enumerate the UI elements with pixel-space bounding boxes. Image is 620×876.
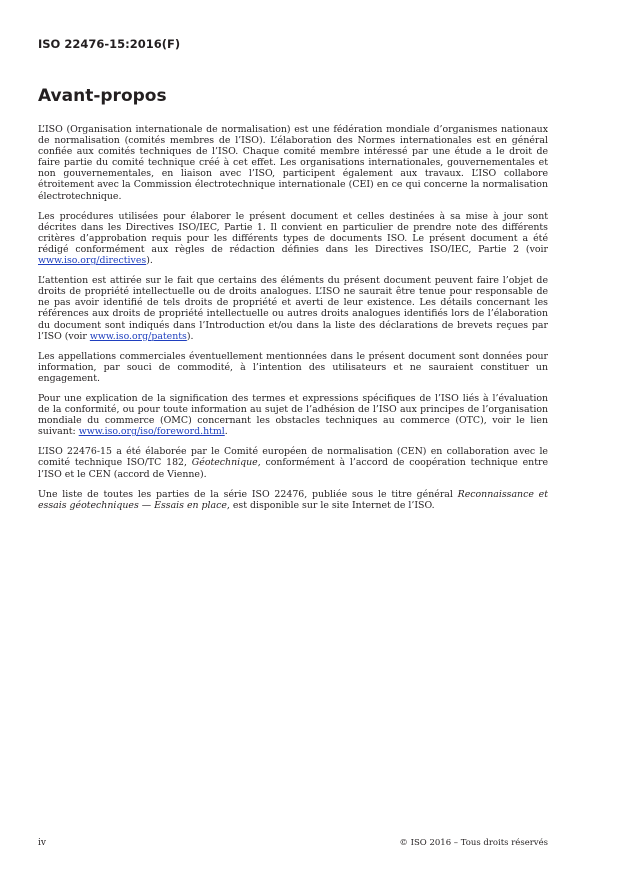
- paragraph-4: Les appellations commerciales éventuellement mentionnées dans le présent document sont données pour information, par souci de commodité, à l’intention des utilisateurs et ne sauraient constituer un engagement.: [38, 350, 548, 384]
- paragraph-2: [38, 211, 548, 266]
- copyright-notice: © ISO 2016 – Tous droits réservés: [399, 838, 548, 848]
- paragraph-7-b: , est disponible sur le site Internet de l’ISO.: [226, 499, 435, 511]
- foreword-body: [38, 124, 548, 520]
- paragraph-1: L’ISO (Organisation internationale de normalisation) est une fédération mondiale d’organismes nationaux de normalisation (comités membres de l’ISO). L’élaboration des Normes internationales est en général confiée aux comités techniques de l’ISO. Chaque comité membre intéressé par une étude a le droit de faire partie du comité technique créé à cet effet. Les organisations internationales, gouvernementales et non gouvernementales, en liaison avec l’ISO, participent également aux travaux. L’ISO collabore étroitement avec la Commission électrotechnique internationale (CEI) en ce qui concerne la normalisation électrotechnique.: [38, 124, 548, 202]
- paragraph-2-end: ).: [146, 255, 153, 267]
- paragraph-2-text: Les procédures utilisées pour élaborer le présent document et celles destinées à sa mise à jour sont décrites dans les Directives ISO/IEC, Partie 1. Il convient en particulier de prendre note des différents critères d’approbation requis pour les différents types de documents ISO. Le présent document a été rédigé conformément aux règles de rédaction définies dans les Directives ISO/IEC, Partie 2 (voir: [38, 210, 548, 255]
- paragraph-3: [38, 275, 548, 342]
- patents-link[interactable]: www.iso.org/patents: [89, 330, 187, 342]
- page-number: iv: [38, 838, 46, 848]
- committee-name: Géotechnique: [191, 457, 258, 469]
- paragraph-6-a: L’ISO 22476-15 a été élaborée par le Comité européen de normalisation (CEN) en collaboration avec le comité technique ISO/TC 182,: [38, 446, 548, 469]
- paragraph-5-text: Pour une explication de la signification des termes et expressions spécifiques de l’ISO liés à l’évaluation de la conformité, ou pour toute information au sujet de l’adhésion de l’ISO aux principes de l’organisation mondiale du commerce (OMC) concernant les obstacles techniques au commerce (OTC), voir le lien suivant:: [38, 392, 548, 438]
- paragraph-7-a: Une liste de toutes les parties de la série ISO 22476, publiée sous le titre général: [38, 488, 458, 500]
- paragraph-7: [38, 489, 548, 511]
- document-page: [38, 0, 548, 876]
- directives-link[interactable]: www.iso.org/directives: [38, 255, 147, 267]
- paragraph-5: [38, 393, 548, 437]
- paragraph-3-end: ).: [186, 330, 194, 342]
- foreword-link[interactable]: www.iso.org/iso/foreword.html: [78, 426, 225, 438]
- paragraph-5-end: .: [224, 426, 228, 438]
- paragraph-3-text: L’attention est attirée sur le fait que certains des éléments du présent document peuvent faire l’objet de droits de propriété intellectuelle ou de droits analogues. L’ISO ne saurait être tenue pour responsable de ne pas avoir identifié de tels droits de propriété et averti de leur existence. Les détails concernant les références aux droits de propriété intellectuelle ou autres droits analogues identifiés lors de l’élaboration du document sont indiqués dans l’Introduction et/ou dans la liste des déclarations de brevets reçues par l’ISO (voir: [38, 275, 548, 342]
- section-title: Avant-propos: [38, 86, 167, 106]
- document-header: ISO 22476-15:2016(F): [38, 37, 181, 51]
- paragraph-6-b: , conformément à l’accord de coopération technique entre l’ISO et le CEN (accord de Vienne).: [38, 457, 548, 480]
- series-title: Reconnaissance et essais géotechniques — Essais en place: [38, 488, 548, 511]
- paragraph-6: [38, 446, 548, 479]
